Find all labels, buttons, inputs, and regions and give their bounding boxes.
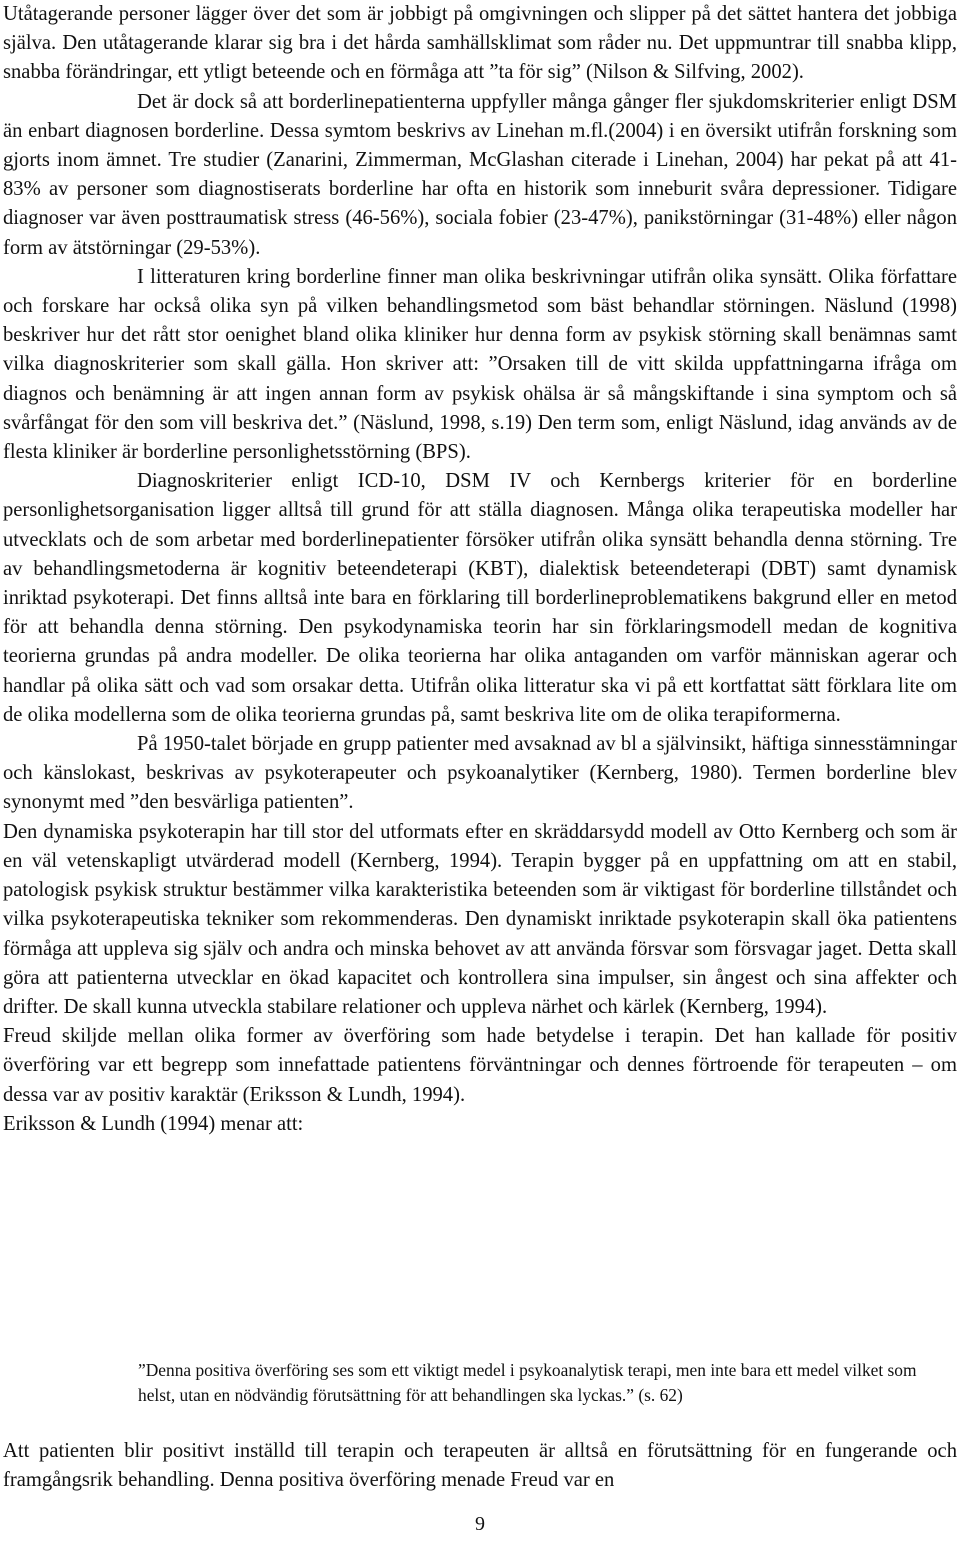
paragraph: I litteraturen kring borderline finner man olika beskrivningar utifrån olika synsätt. Olika författare och forskare har också olika syn på vilken behandlingsmetod som bäst behandlar störningen. Näslund (1998) beskriver hur det rått stor oenighet bland olika kliniker hur denna form av psykisk störning skall benämnas samt vilka diagnoskriterier som skall gälla. Hon skriver att: ”Orsaken till de vitt skilda uppfattningarna ifråga om diagnos och benämning är att ingen annan form av psykisk ohälsa är så mångskiftande i sina symptom och så svårfångat för den som vill beskriva det.” (Näslund, 1998, s.19) Den term som, enligt Näslund, idag används av de flesta kliniker är borderline personlighetsstörning (BPS).	[3, 265, 957, 464]
paragraph: På 1950-talet började en grupp patienter med avsaknad av bl a självinsikt, häftiga sinnesstämningar och känslokast, beskrivas av psykoterapeuter och psykoanalytiker (Kernberg, 1980). Termen borderline blev synonymt med ”den besvärliga patienten”.	[3, 733, 957, 814]
block-quote: ”Denna positiva överföring ses som ett viktigt medel i psykoanalytisk terapi, men inte bara ett medel vilket som helst, utan en nödvändig förutsättning för att behandlingen ska lyckas.” (s. 62)	[138, 1360, 917, 1405]
closing-paragraph: Att patienten blir positivt inställd till terapin och terapeuten är alltså en förutsättning för en fungerande och framgångsrik behandling. Denna positiva överföring menade Freud var en	[3, 1440, 957, 1492]
paragraph: Den dynamiska psykoterapin har till stor del utformats efter en skräddarsydd modell av Otto Kernberg och som är en väl vetenskapligt utvärderad modell (Kernberg, 1994). Terapin bygger på en uppfattning om att en stabil, patologisk psykisk struktur bestämmer vilka karakteristika beteenden som är viktigast för borderline tillståndet och vilka psykoterapeutiska tekniker som rekommenderas. Den dynamiskt inriktade psykoterapin skall öka patientens förmåga att uppleva sig själv och andra och minska behovet av att använda försvar som försvagar jaget. Detta skall göra att patienterna utvecklar en ökad kapacitet och kontrollera sina impulser, sin ångest och sina affekter och drifter. De skall kunna utveckla stabilare relationer och uppleva närhet och kärlek (Kernberg, 1994).	[3, 820, 957, 1018]
paragraph: Freud skiljde mellan olika former av överföring som hade betydelse i terapin. Det han kallade för positiv överföring var ett begrepp som innefattade patientens förväntningar och dennes förtroende för terapeuten – om dessa var av positiv karaktär (Eriksson & Lundh, 1994).	[3, 1025, 957, 1106]
page-number: 9	[475, 1513, 485, 1535]
paragraph: Det är dock så att borderlinepatienterna uppfyller många gånger fler sjukdomskriterier enligt DSM än enbart diagnosen borderline. Dessa symtom beskrivs av Linehan m.fl.(2004) i en översikt utifrån forskning som gjorts inom ämnet. Tre studier (Zanarini, Zimmerman, McGlashan citerade i Linehan, 2004) har pekat på att 41-83% av personer som diagnostiserats borderline har ofta en historik som inneburit svåra depressioner. Tidigare diagnoser var även posttraumatisk stress (46-56%), sociala fobier (23-47%), panikstörningar (31-48%) eller någon form av ätstörningar (29-53%).	[3, 90, 957, 259]
paragraph: Utåtagerande personer lägger över det som är jobbigt på omgivningen och slipper på det sättet hantera det jobbiga själva. Den utåtagerande klarar sig bra i det hårda samhällsklimat som råder nu. Det uppmuntrar till snabba klipp, snabba förändringar, ett ytligt beteende och en förmåga att ”ta för sig” (Nilson & Silfving, 2002).	[3, 3, 957, 84]
paragraph: Eriksson & Lundh (1994) menar att:	[3, 1112, 304, 1135]
paragraph: Diagnoskriterier enligt ICD-10, DSM IV och Kernbergs kriterier för en borderline personlighetsorganisation ligger alltså till grund för att ställa diagnosen. Många olika terapeutiska modeller har utvecklats och de som arbetar med borderlinepatienter försöker utifrån olika synsätt behandla denna störning. Tre av behandlingsmetoderna är kognitiv beteendeterapi (KBT), dialektisk beteendeterapi (DBT) samt dynamisk inriktad psykoterapi. Det finns alltså inte bara en förklaring till borderlineproblematikens bakgrund eller en metod för att behandla denna störning. Den psykodynamiska teorin har sin förklaringsmodell medan de kognitiva teorierna grundas på andra modeller. De olika teorierna har olika antaganden om varför människan agerar och handlar på olika sätt och vad som orsakar detta. Utifrån olika litteratur ska vi på ett kortfattat sätt förklara lite om de olika modellerna som de olika teorierna grundas på, samt beskriva lite om de olika terapiformerna.	[3, 470, 957, 726]
body-text	[3, 0, 957, 1139]
